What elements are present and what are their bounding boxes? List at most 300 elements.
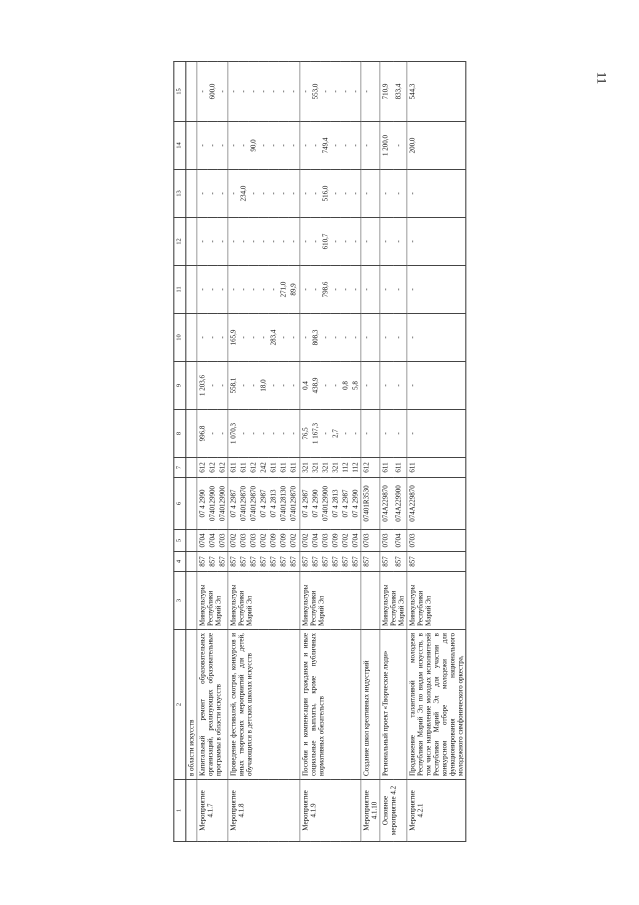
value-cell-y2020: - (393, 122, 407, 170)
value-cell-grbs: 857 (350, 552, 361, 572)
activity-executor: Минкультуры Республики Марий Эл (407, 572, 466, 630)
value-cell-y2017: 271,0 (279, 266, 289, 314)
value-cell-grbs: 857 (361, 552, 380, 572)
value-cell-y2017: - (361, 266, 380, 314)
value-cell-y2014: - (259, 410, 269, 458)
value-cell-y2014: - (380, 410, 394, 458)
value-cell-y2017: - (380, 266, 394, 314)
value-cell-y2016: - (320, 314, 330, 362)
value-cell-y2019: - (207, 170, 217, 218)
value-cell-y2019: - (299, 170, 310, 218)
value-cell-y2016: - (249, 314, 259, 362)
column-header: 4 (174, 552, 186, 572)
value-cell-y2017: - (197, 266, 208, 314)
value-cell-rzpr: 0709 (330, 530, 340, 552)
value-cell-grbs: 857 (330, 552, 340, 572)
value-cell-y2021: 833,4 (393, 62, 407, 122)
value-cell-vr: 611 (393, 458, 407, 478)
table-row (407, 62, 466, 842)
value-cell-y2021: - (249, 62, 259, 122)
value-cell-y2016: - (340, 314, 350, 362)
value-cell-y2018: - (393, 218, 407, 266)
value-cell-y2014: 1 070,3 (228, 410, 239, 458)
value-cell-y2021: - (289, 62, 300, 122)
value-cell-rzpr: 0703 (361, 530, 380, 552)
value-cell-rzpr: 0703 (380, 530, 394, 552)
value-cell-y2016: - (279, 314, 289, 362)
value-cell-y2021: - (340, 62, 350, 122)
value-cell-y2019: - (217, 170, 228, 218)
table-cell (186, 530, 197, 552)
value-cell-y2021: - (299, 62, 310, 122)
value-cell-y2014: - (407, 410, 466, 458)
value-cell-y2021: - (259, 62, 269, 122)
table-cell (186, 362, 197, 410)
value-cell-grbs: 857 (259, 552, 269, 572)
value-cell-y2014: - (340, 410, 350, 458)
value-cell-y2018: - (207, 218, 217, 266)
value-cell-vr: 321 (320, 458, 330, 478)
activity-name: Продвижение талантливой молодежи Республики Марий Эл по видам искусств, в том числе направление молодых исполнителей Республики Марий Эл для участия в конкурсном отборе молодежи для функционирования национального молодежного симфонического оркестра, (407, 630, 466, 780)
value-cell-vr: 611 (239, 458, 249, 478)
value-cell-y2020: - (361, 122, 380, 170)
value-cell-y2014: - (217, 410, 228, 458)
value-cell-y2020: 90,0 (249, 122, 259, 170)
value-cell-y2016: - (289, 314, 300, 362)
value-cell-y2016: - (197, 314, 208, 362)
value-cell-rzpr: 0704 (393, 530, 407, 552)
value-cell-y2019: - (197, 170, 208, 218)
value-cell-y2017: - (340, 266, 350, 314)
value-cell-rzpr: 0709 (279, 530, 289, 552)
value-cell-rzpr: 0702 (228, 530, 239, 552)
value-cell-y2015: - (269, 362, 279, 410)
value-cell-csr: 0740129870 (249, 478, 259, 530)
value-cell-y2014: - (207, 410, 217, 458)
activity-code: Мероприятие 4.1.7 (197, 780, 228, 842)
value-cell-vr: 611 (279, 458, 289, 478)
value-cell-y2014: - (289, 410, 300, 458)
value-cell-rzpr: 0702 (289, 530, 300, 552)
value-cell-csr: 07 4 2990 (350, 478, 361, 530)
value-cell-y2018: - (259, 218, 269, 266)
value-cell-rzpr: 0704 (350, 530, 361, 552)
value-cell-y2020: 200,0 (407, 122, 466, 170)
value-cell-vr: 611 (407, 458, 466, 478)
value-cell-rzpr: 0704 (207, 530, 217, 552)
value-cell-y2019: - (340, 170, 350, 218)
activity-code: Основное мероприятие 4.2 (380, 780, 407, 842)
value-cell-csr: 0740129900 (207, 478, 217, 530)
value-cell-y2020: - (299, 122, 310, 170)
value-cell-y2015: 1 203,6 (197, 362, 208, 410)
value-cell-rzpr: 0703 (217, 530, 228, 552)
value-cell-y2018: - (197, 218, 208, 266)
value-cell-rzpr: 0703 (249, 530, 259, 552)
value-cell-y2015: - (249, 362, 259, 410)
value-cell-y2021: - (330, 62, 340, 122)
value-cell-y2015: - (207, 362, 217, 410)
value-cell-csr: 07 4 2987 (228, 478, 239, 530)
value-cell-y2016: 283,4 (269, 314, 279, 362)
value-cell-y2020: - (350, 122, 361, 170)
activity-name: Капитальный ремонт образовательных организаций, реализующих образовательные программы в области искусств (197, 630, 228, 780)
value-cell-y2015: - (361, 362, 380, 410)
value-cell-y2015: - (320, 362, 330, 410)
value-cell-y2015: 558,1 (228, 362, 239, 410)
value-cell-y2017: - (239, 266, 249, 314)
value-cell-grbs: 857 (279, 552, 289, 572)
value-cell-y2019: - (361, 170, 380, 218)
value-cell-y2014: 2,7 (330, 410, 340, 458)
value-cell-y2019: 516,0 (320, 170, 330, 218)
value-cell-y2016: - (207, 314, 217, 362)
value-cell-y2021: - (269, 62, 279, 122)
value-cell-y2016: - (380, 314, 394, 362)
value-cell-csr: 07 4 2813 (330, 478, 340, 530)
value-cell-y2021: 710,9 (380, 62, 394, 122)
table-body (186, 62, 466, 842)
value-cell-vr: 612 (207, 458, 217, 478)
table-cell (186, 170, 197, 218)
value-cell-y2014: - (279, 410, 289, 458)
value-cell-y2021: - (217, 62, 228, 122)
value-cell-y2018: - (330, 218, 340, 266)
value-cell-rzpr: 0703 (320, 530, 330, 552)
column-header: 13 (174, 170, 186, 218)
activity-code: Мероприятие 4.1.9 (299, 780, 360, 842)
section-row (186, 62, 197, 842)
value-cell-y2015: 5,8 (350, 362, 361, 410)
value-cell-y2019: - (269, 170, 279, 218)
value-cell-y2017: - (299, 266, 310, 314)
value-cell-y2015: - (217, 362, 228, 410)
activity-code: Мероприятие 4.1.8 (228, 780, 299, 842)
value-cell-y2017: - (310, 266, 320, 314)
table-cell (186, 218, 197, 266)
value-cell-y2019: - (330, 170, 340, 218)
value-cell-y2019: - (393, 170, 407, 218)
value-cell-csr: 07401R3530 (361, 478, 380, 530)
value-cell-y2019: - (228, 170, 239, 218)
value-cell-y2017: - (330, 266, 340, 314)
value-cell-vr: 321 (299, 458, 310, 478)
activity-code: Мероприятие 4.1.10 (361, 780, 380, 842)
value-cell-vr: 321 (330, 458, 340, 478)
value-cell-grbs: 857 (269, 552, 279, 572)
value-cell-y2015: - (330, 362, 340, 410)
column-header: 15 (174, 62, 186, 122)
value-cell-y2021: - (320, 62, 330, 122)
value-cell-csr: 07 4 2990 (310, 478, 320, 530)
value-cell-y2018: - (217, 218, 228, 266)
value-cell-y2020: - (340, 122, 350, 170)
value-cell-y2021: - (279, 62, 289, 122)
value-cell-y2018: - (407, 218, 466, 266)
value-cell-y2019: - (259, 170, 269, 218)
budget-table-wrapper (173, 62, 466, 842)
value-cell-grbs: 857 (217, 552, 228, 572)
value-cell-y2014: - (320, 410, 330, 458)
table-cell (186, 458, 197, 478)
value-cell-grbs: 857 (407, 552, 466, 572)
value-cell-y2016: - (330, 314, 340, 362)
activity-executor: Минкультуры Республики Марий Эл (197, 572, 228, 630)
activity-name: Пособия и компенсации гражданам и иные социальные выплаты, кроме публичных нормативных обязательств (299, 630, 360, 780)
table-row (299, 62, 310, 842)
value-cell-csr: 074A229870 (380, 478, 394, 530)
value-cell-vr: 611 (380, 458, 394, 478)
column-header: 6 (174, 478, 186, 530)
value-cell-y2019: - (380, 170, 394, 218)
value-cell-y2015: - (393, 362, 407, 410)
value-cell-csr: 0740129900 (320, 478, 330, 530)
value-cell-vr: 242 (259, 458, 269, 478)
value-cell-y2016: - (393, 314, 407, 362)
value-cell-rzpr: 0703 (239, 530, 249, 552)
table-cell (186, 266, 197, 314)
value-cell-rzpr: 0704 (310, 530, 320, 552)
value-cell-y2020: - (207, 122, 217, 170)
value-cell-y2017: 798,6 (320, 266, 330, 314)
value-cell-y2015: 0,4 (299, 362, 310, 410)
activity-code: Мероприятие 4.2.1 (407, 780, 466, 842)
value-cell-y2021: 600,0 (207, 62, 217, 122)
value-cell-grbs: 857 (207, 552, 217, 572)
value-cell-csr: 07 4 2987 (299, 478, 310, 530)
activity-executor: Минкультуры Республики Марий Эл (228, 572, 299, 630)
value-cell-y2019: 234,0 (239, 170, 249, 218)
value-cell-y2015: - (279, 362, 289, 410)
value-cell-y2019: - (407, 170, 466, 218)
value-cell-y2014: 996,8 (197, 410, 208, 458)
value-cell-csr: 0740129870 (239, 478, 249, 530)
value-cell-y2014: - (239, 410, 249, 458)
value-cell-y2014: 76,5 (299, 410, 310, 458)
value-cell-grbs: 857 (197, 552, 208, 572)
value-cell-y2015: 0,8 (340, 362, 350, 410)
table-cell (186, 572, 197, 630)
value-cell-vr: 611 (269, 458, 279, 478)
value-cell-csr: 0740129870 (289, 478, 300, 530)
table-row (197, 62, 208, 842)
value-cell-grbs: 857 (380, 552, 394, 572)
column-header: 1 (174, 780, 186, 842)
value-cell-csr: 07 4 2813 (269, 478, 279, 530)
value-cell-y2020: - (228, 122, 239, 170)
value-cell-vr: 612 (197, 458, 208, 478)
table-cell (186, 122, 197, 170)
value-cell-y2021: - (239, 62, 249, 122)
value-cell-y2020: 1 200,0 (380, 122, 394, 170)
column-header: 14 (174, 122, 186, 170)
value-cell-grbs: 857 (310, 552, 320, 572)
column-header: 10 (174, 314, 186, 362)
column-header: 2 (174, 630, 186, 780)
value-cell-y2018: - (340, 218, 350, 266)
value-cell-y2019: - (310, 170, 320, 218)
table-cell (186, 552, 197, 572)
value-cell-y2016: 165,9 (228, 314, 239, 362)
table-cell (186, 410, 197, 458)
value-cell-y2014: - (350, 410, 361, 458)
table-row (228, 62, 239, 842)
value-cell-y2017: - (207, 266, 217, 314)
value-cell-grbs: 857 (299, 552, 310, 572)
value-cell-y2021: 544,3 (407, 62, 466, 122)
value-cell-y2016: - (299, 314, 310, 362)
value-cell-vr: 112 (340, 458, 350, 478)
value-cell-y2020: - (239, 122, 249, 170)
column-header: 5 (174, 530, 186, 552)
value-cell-y2020: 749,4 (320, 122, 330, 170)
section-title: в области искусств (186, 630, 197, 780)
column-header: 3 (174, 572, 186, 630)
value-cell-y2017: - (407, 266, 466, 314)
activity-name: Проведение фестивалей, смотров, конкурсов и иных творческих мероприятий для детей, обучающихся в детских школах искусств (228, 630, 299, 780)
value-cell-y2020: - (330, 122, 340, 170)
value-cell-y2016: 808,3 (310, 314, 320, 362)
activity-executor: Минкультуры Республики Марий Эл (299, 572, 360, 630)
value-cell-csr: 0740128130 (279, 478, 289, 530)
table-cell (186, 780, 197, 842)
value-cell-y2014: - (361, 410, 380, 458)
value-cell-y2014: 1 167,3 (310, 410, 320, 458)
value-cell-y2021: - (228, 62, 239, 122)
table-row (361, 62, 380, 842)
value-cell-vr: 611 (289, 458, 300, 478)
value-cell-y2020: - (310, 122, 320, 170)
value-cell-vr: 612 (361, 458, 380, 478)
value-cell-y2017: 89,9 (289, 266, 300, 314)
value-cell-grbs: 857 (393, 552, 407, 572)
value-cell-y2021: - (350, 62, 361, 122)
value-cell-csr: 074A229870 (407, 478, 466, 530)
value-cell-y2017: - (249, 266, 259, 314)
value-cell-y2016: - (259, 314, 269, 362)
value-cell-y2015: 438,9 (310, 362, 320, 410)
value-cell-y2014: - (393, 410, 407, 458)
value-cell-y2018: - (279, 218, 289, 266)
value-cell-y2015: - (407, 362, 466, 410)
budget-table (173, 61, 466, 842)
column-header: 12 (174, 218, 186, 266)
value-cell-y2021: - (361, 62, 380, 122)
value-cell-y2017: - (259, 266, 269, 314)
value-cell-vr: 321 (310, 458, 320, 478)
value-cell-csr: 07 4 2987 (340, 478, 350, 530)
column-header: 11 (174, 266, 186, 314)
value-cell-y2020: - (269, 122, 279, 170)
value-cell-y2015: - (380, 362, 394, 410)
value-cell-vr: 611 (228, 458, 239, 478)
value-cell-y2019: - (350, 170, 361, 218)
value-cell-y2018: - (310, 218, 320, 266)
value-cell-csr: 0740129900 (217, 478, 228, 530)
column-number-row (174, 62, 186, 842)
value-cell-vr: 612 (249, 458, 259, 478)
activity-executor: Минкультуры Республики Марий Эл (380, 572, 407, 630)
value-cell-csr: 07 4 2990 (197, 478, 208, 530)
value-cell-y2020: - (259, 122, 269, 170)
value-cell-y2019: - (289, 170, 300, 218)
value-cell-rzpr: 0702 (299, 530, 310, 552)
value-cell-y2018: - (299, 218, 310, 266)
value-cell-y2016: - (217, 314, 228, 362)
activity-name: Создание школ креативных индустрий (361, 630, 380, 780)
value-cell-rzpr: 0709 (269, 530, 279, 552)
value-cell-y2019: - (279, 170, 289, 218)
value-cell-y2015: - (289, 362, 300, 410)
value-cell-y2021: - (197, 62, 208, 122)
table-cell (186, 478, 197, 530)
value-cell-y2016: - (407, 314, 466, 362)
value-cell-y2017: - (228, 266, 239, 314)
value-cell-grbs: 857 (239, 552, 249, 572)
value-cell-y2015: 18,0 (259, 362, 269, 410)
activity-executor (361, 572, 380, 630)
value-cell-rzpr: 0703 (407, 530, 466, 552)
value-cell-y2016: - (361, 314, 380, 362)
value-cell-y2018: - (249, 218, 259, 266)
value-cell-y2019: - (249, 170, 259, 218)
value-cell-y2018: - (269, 218, 279, 266)
value-cell-y2018: - (228, 218, 239, 266)
value-cell-y2016: - (239, 314, 249, 362)
value-cell-rzpr: 0704 (197, 530, 208, 552)
value-cell-rzpr: 0702 (340, 530, 350, 552)
value-cell-grbs: 857 (340, 552, 350, 572)
value-cell-y2018: - (239, 218, 249, 266)
value-cell-csr: 074A229900 (393, 478, 407, 530)
value-cell-y2017: - (350, 266, 361, 314)
activity-name: Региональный проект «Творческие люди» (380, 630, 407, 780)
value-cell-grbs: 857 (249, 552, 259, 572)
value-cell-y2018: 610,7 (320, 218, 330, 266)
value-cell-y2020: - (197, 122, 208, 170)
column-header: 8 (174, 410, 186, 458)
value-cell-y2021: 553,0 (310, 62, 320, 122)
value-cell-y2017: - (217, 266, 228, 314)
table-cell (186, 314, 197, 362)
value-cell-y2020: - (279, 122, 289, 170)
value-cell-rzpr: 0702 (259, 530, 269, 552)
value-cell-y2018: - (350, 218, 361, 266)
value-cell-y2017: - (269, 266, 279, 314)
value-cell-vr: 112 (350, 458, 361, 478)
value-cell-y2018: - (361, 218, 380, 266)
column-header: 7 (174, 458, 186, 478)
table-row (380, 62, 394, 842)
column-header: 9 (174, 362, 186, 410)
value-cell-csr: 07 4 2987 (259, 478, 269, 530)
value-cell-y2020: - (289, 122, 300, 170)
value-cell-grbs: 857 (228, 552, 239, 572)
value-cell-y2016: - (350, 314, 361, 362)
value-cell-y2018: - (289, 218, 300, 266)
value-cell-grbs: 857 (289, 552, 300, 572)
value-cell-y2018: - (380, 218, 394, 266)
value-cell-vr: 612 (217, 458, 228, 478)
table-cell (186, 62, 197, 122)
value-cell-y2014: - (269, 410, 279, 458)
value-cell-y2014: - (249, 410, 259, 458)
value-cell-grbs: 857 (320, 552, 330, 572)
value-cell-y2017: - (393, 266, 407, 314)
value-cell-y2015: - (239, 362, 249, 410)
page-number: 11 (594, 71, 610, 85)
value-cell-y2020: - (217, 122, 228, 170)
